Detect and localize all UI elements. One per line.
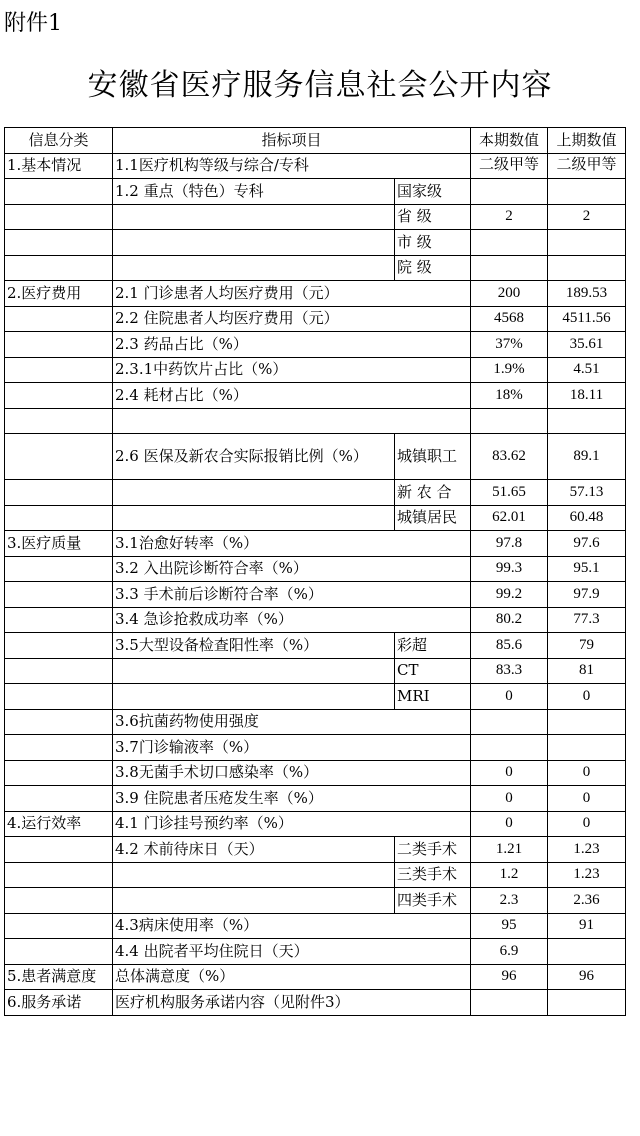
row-previous-value xyxy=(548,255,626,281)
row-subitem: 省 级 xyxy=(395,204,471,230)
row-previous-value: 2 xyxy=(548,204,626,230)
row-previous-value xyxy=(548,408,626,434)
table-row xyxy=(5,531,626,557)
row-current-value: 18% xyxy=(471,383,548,409)
table-row xyxy=(5,939,626,965)
row-subitem: MRI xyxy=(395,684,471,710)
table-row xyxy=(5,179,626,205)
header-previous: 上期数值 xyxy=(548,128,626,154)
row-category: 6.服务承诺 xyxy=(5,990,113,1016)
row-item: 2.1 门诊患者人均医疗费用（元） xyxy=(113,281,471,307)
row-previous-value xyxy=(548,230,626,256)
table-row xyxy=(5,964,626,990)
row-category xyxy=(5,179,113,205)
row-current-value: 二级甲等 xyxy=(471,153,548,179)
row-previous-value xyxy=(548,709,626,735)
row-item xyxy=(113,505,395,531)
row-category xyxy=(5,939,113,965)
row-category xyxy=(5,556,113,582)
row-category xyxy=(5,357,113,383)
row-category xyxy=(5,434,113,480)
row-current-value: 83.3 xyxy=(471,658,548,684)
row-category xyxy=(5,658,113,684)
row-previous-value: 95.1 xyxy=(548,556,626,582)
table-row xyxy=(5,255,626,281)
row-item: 总体满意度（%） xyxy=(113,964,471,990)
row-current-value: 0 xyxy=(471,786,548,812)
attachment-label: 附件1 xyxy=(4,11,62,36)
row-current-value: 83.62 xyxy=(471,434,548,480)
row-previous-value: 2.36 xyxy=(548,888,626,914)
header-current: 本期数值 xyxy=(471,128,548,154)
row-current-value: 51.65 xyxy=(471,480,548,506)
table-row xyxy=(5,811,626,837)
row-item xyxy=(113,408,471,434)
table-row xyxy=(5,480,626,506)
row-category xyxy=(5,204,113,230)
row-current-value: 85.6 xyxy=(471,633,548,659)
row-current-value xyxy=(471,230,548,256)
row-previous-value xyxy=(548,990,626,1016)
row-subitem: 城镇职工 xyxy=(395,434,471,480)
header-item: 指标项目 xyxy=(113,128,471,154)
row-current-value: 62.01 xyxy=(471,505,548,531)
row-previous-value: 0 xyxy=(548,786,626,812)
row-previous-value: 97.6 xyxy=(548,531,626,557)
row-item xyxy=(113,862,395,888)
table-row xyxy=(5,990,626,1016)
row-current-value: 0 xyxy=(471,811,548,837)
row-current-value xyxy=(471,735,548,761)
row-item: 3.6抗菌药物使用强度 xyxy=(113,709,471,735)
row-current-value: 97.8 xyxy=(471,531,548,557)
row-item xyxy=(113,888,395,914)
table-row xyxy=(5,153,626,179)
row-category xyxy=(5,735,113,761)
table-row xyxy=(5,281,626,307)
table-row xyxy=(5,230,626,256)
row-subitem: 新 农 合 xyxy=(395,480,471,506)
row-current-value: 1.2 xyxy=(471,862,548,888)
row-current-value xyxy=(471,179,548,205)
row-previous-value xyxy=(548,939,626,965)
row-item: 1.1医疗机构等级与综合/专科 xyxy=(113,153,471,179)
row-current-value: 4568 xyxy=(471,306,548,332)
row-current-value xyxy=(471,255,548,281)
row-current-value: 1.21 xyxy=(471,837,548,863)
table-row xyxy=(5,786,626,812)
table-row xyxy=(5,607,626,633)
row-item: 2.3 药品占比（%） xyxy=(113,332,471,358)
table-row xyxy=(5,505,626,531)
row-subitem: 二类手术 xyxy=(395,837,471,863)
row-subitem: 国家级 xyxy=(395,179,471,205)
row-item: 2.2 住院患者人均医疗费用（元） xyxy=(113,306,471,332)
row-category xyxy=(5,862,113,888)
row-category xyxy=(5,230,113,256)
table-row xyxy=(5,434,626,480)
row-previous-value: 97.9 xyxy=(548,582,626,608)
row-current-value: 200 xyxy=(471,281,548,307)
row-item: 3.7门诊输液率（%） xyxy=(113,735,471,761)
table-row xyxy=(5,888,626,914)
row-previous-value: 77.3 xyxy=(548,607,626,633)
row-item: 2.3.1中药饮片占比（%） xyxy=(113,357,471,383)
table-row xyxy=(5,306,626,332)
row-category xyxy=(5,582,113,608)
row-previous-value: 4.51 xyxy=(548,357,626,383)
row-previous-value: 57.13 xyxy=(548,480,626,506)
row-item: 3.9 住院患者压疮发生率（%） xyxy=(113,786,471,812)
table-header-row xyxy=(5,128,626,154)
row-previous-value xyxy=(548,735,626,761)
row-previous-value: 35.61 xyxy=(548,332,626,358)
row-current-value: 6.9 xyxy=(471,939,548,965)
table-row xyxy=(5,913,626,939)
table-row xyxy=(5,658,626,684)
row-current-value: 99.3 xyxy=(471,556,548,582)
row-current-value: 96 xyxy=(471,964,548,990)
row-current-value: 1.9% xyxy=(471,357,548,383)
row-item: 2.4 耗材占比（%） xyxy=(113,383,471,409)
info-table xyxy=(4,127,626,1016)
row-category: 3.医疗质量 xyxy=(5,531,113,557)
row-item: 医疗机构服务承诺内容（见附件3） xyxy=(113,990,471,1016)
row-previous-value: 79 xyxy=(548,633,626,659)
row-current-value xyxy=(471,990,548,1016)
table-row xyxy=(5,357,626,383)
row-previous-value: 0 xyxy=(548,684,626,710)
row-category xyxy=(5,709,113,735)
row-item: 3.2 入出院诊断符合率（%） xyxy=(113,556,471,582)
row-item: 4.1 门诊挂号预约率（%） xyxy=(113,811,471,837)
table-row xyxy=(5,383,626,409)
row-item: 1.2 重点（特色）专科 xyxy=(113,179,395,205)
table-row xyxy=(5,556,626,582)
row-current-value: 95 xyxy=(471,913,548,939)
row-item: 3.3 手术前后诊断符合率（%） xyxy=(113,582,471,608)
row-previous-value xyxy=(548,179,626,205)
row-category xyxy=(5,607,113,633)
row-previous-value: 0 xyxy=(548,760,626,786)
row-item: 4.3病床使用率（%） xyxy=(113,913,471,939)
row-item: 3.4 急诊抢救成功率（%） xyxy=(113,607,471,633)
row-previous-value: 96 xyxy=(548,964,626,990)
row-category xyxy=(5,480,113,506)
table-row xyxy=(5,582,626,608)
row-category: 2.医疗费用 xyxy=(5,281,113,307)
table-row xyxy=(5,408,626,434)
row-previous-value: 18.11 xyxy=(548,383,626,409)
row-category xyxy=(5,332,113,358)
row-subitem: 四类手术 xyxy=(395,888,471,914)
row-previous-value: 0 xyxy=(548,811,626,837)
row-category xyxy=(5,306,113,332)
row-category: 5.患者满意度 xyxy=(5,964,113,990)
row-item: 4.2 术前待床日（天） xyxy=(113,837,395,863)
row-current-value: 80.2 xyxy=(471,607,548,633)
row-item: 3.5大型设备检查阳性率（%） xyxy=(113,633,395,659)
row-current-value: 37% xyxy=(471,332,548,358)
row-current-value: 0 xyxy=(471,684,548,710)
row-item xyxy=(113,255,395,281)
row-previous-value: 1.23 xyxy=(548,837,626,863)
row-current-value: 2 xyxy=(471,204,548,230)
row-current-value xyxy=(471,408,548,434)
row-previous-value: 81 xyxy=(548,658,626,684)
row-category xyxy=(5,837,113,863)
row-item xyxy=(113,204,395,230)
row-item xyxy=(113,684,395,710)
row-subitem: 三类手术 xyxy=(395,862,471,888)
row-item xyxy=(113,480,395,506)
table-row xyxy=(5,709,626,735)
row-current-value: 99.2 xyxy=(471,582,548,608)
row-category: 4.运行效率 xyxy=(5,811,113,837)
row-subitem: CT xyxy=(395,658,471,684)
row-category xyxy=(5,505,113,531)
row-item: 4.4 出院者平均住院日（天） xyxy=(113,939,471,965)
row-previous-value: 二级甲等 xyxy=(548,153,626,179)
row-category xyxy=(5,633,113,659)
row-item xyxy=(113,230,395,256)
row-category xyxy=(5,888,113,914)
table-row xyxy=(5,837,626,863)
row-category: 1.基本情况 xyxy=(5,153,113,179)
row-subitem: 城镇居民 xyxy=(395,505,471,531)
table-row xyxy=(5,735,626,761)
row-category xyxy=(5,255,113,281)
row-category xyxy=(5,684,113,710)
table-row xyxy=(5,862,626,888)
row-category xyxy=(5,383,113,409)
row-subitem: 彩超 xyxy=(395,633,471,659)
row-current-value xyxy=(471,709,548,735)
row-item: 3.1治愈好转率（%） xyxy=(113,531,471,557)
row-category xyxy=(5,913,113,939)
row-previous-value: 91 xyxy=(548,913,626,939)
header-category: 信息分类 xyxy=(5,128,113,154)
row-subitem: 院 级 xyxy=(395,255,471,281)
row-previous-value: 189.53 xyxy=(548,281,626,307)
table-row xyxy=(5,633,626,659)
table-row xyxy=(5,684,626,710)
row-subitem: 市 级 xyxy=(395,230,471,256)
row-item: 3.8无菌手术切口感染率（%） xyxy=(113,760,471,786)
page-title: 安徽省医疗服务信息社会公开内容 xyxy=(87,68,553,103)
row-category xyxy=(5,786,113,812)
table-row xyxy=(5,760,626,786)
row-previous-value: 89.1 xyxy=(548,434,626,480)
row-current-value: 2.3 xyxy=(471,888,548,914)
row-current-value: 0 xyxy=(471,760,548,786)
row-item: 2.6 医保及新农合实际报销比例（%） xyxy=(113,434,395,480)
table-row xyxy=(5,204,626,230)
row-category xyxy=(5,408,113,434)
row-category xyxy=(5,760,113,786)
row-item xyxy=(113,658,395,684)
row-previous-value: 4511.56 xyxy=(548,306,626,332)
table-row xyxy=(5,332,626,358)
row-previous-value: 1.23 xyxy=(548,862,626,888)
row-previous-value: 60.48 xyxy=(548,505,626,531)
